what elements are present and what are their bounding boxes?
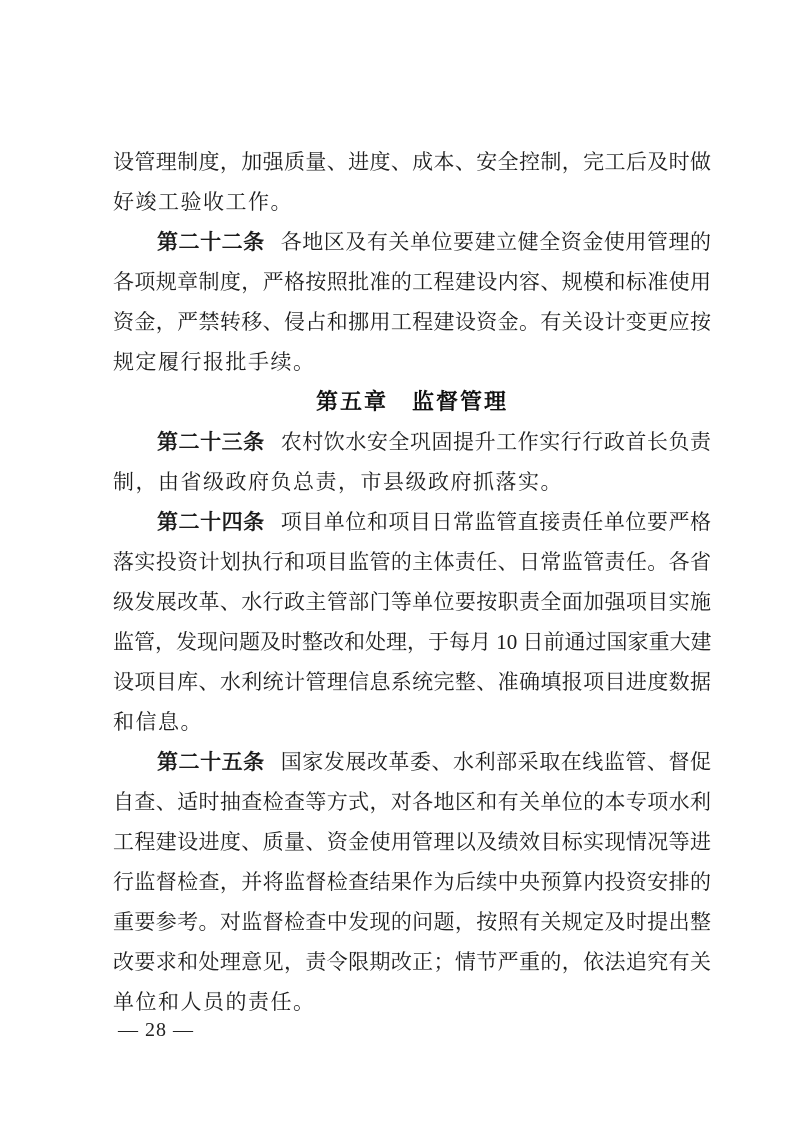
line-text: 制，由省级政府负总责，市县级政府抓落实。 <box>113 470 563 494</box>
text-line <box>113 822 711 862</box>
article-label: 第二十三条 <box>157 430 265 454</box>
text-line <box>113 142 711 182</box>
line-text: 落实投资计划执行和项目监管的主体责任、日常监管责任。各省 <box>113 550 711 574</box>
line-text: 各项规章制度，严格按照批准的工程建设内容、规模和标准使用 <box>113 270 711 294</box>
line-text: 国家发展改革委、水利部采取在线监管、督促 <box>280 750 711 774</box>
text-line <box>113 942 711 982</box>
line-text: 行监督检查，并将监督检查结果作为后续中央预算内投资安排的 <box>113 870 711 894</box>
text-line <box>113 182 711 222</box>
text-line <box>113 502 711 542</box>
line-text: 设项目库、水利统计管理信息系统完整、准确填报项目进度数据 <box>113 670 711 694</box>
document-text-block <box>113 142 711 1022</box>
text-line <box>113 622 711 662</box>
line-text: 改要求和处理意见，责令限期改正；情节严重的，依法追究有关 <box>113 950 711 974</box>
text-line <box>113 582 711 622</box>
article-label: 第二十四条 <box>157 510 265 534</box>
article-label: 第二十五条 <box>157 750 265 774</box>
line-text: 规定履行报批手续。 <box>113 350 316 374</box>
line-text: 级发展改革、水行政主管部门等单位要按职责全面加强项目实施 <box>113 590 711 614</box>
line-text: 资金，严禁转移、侵占和挪用工程建设资金。有关设计变更应按 <box>113 310 711 334</box>
text-line <box>113 862 711 902</box>
article-label: 第二十二条 <box>157 230 265 254</box>
line-text: 设管理制度，加强质量、进度、成本、安全控制，完工后及时做 <box>113 150 711 174</box>
text-line <box>113 302 711 342</box>
line-text: 重要参考。对监督检查中发现的问题，按照有关规定及时提出整 <box>113 910 711 934</box>
chapter-heading: 第五章 监督管理 <box>315 389 508 414</box>
line-text: 和信息。 <box>113 710 203 734</box>
text-line <box>113 462 711 502</box>
line-text: 项目单位和项目日常监管直接责任单位要严格 <box>280 510 711 534</box>
line-text: 农村饮水安全巩固提升工作实行行政首长负责 <box>280 430 711 454</box>
text-line <box>113 222 711 262</box>
text-line <box>113 662 711 702</box>
line-text: 好竣工验收工作。 <box>113 190 293 214</box>
text-line <box>113 902 711 942</box>
line-text: 单位和人员的责任。 <box>113 990 316 1014</box>
line-text: 自查、适时抽查检查等方式，对各地区和有关单位的本专项水利 <box>113 790 711 814</box>
text-line <box>113 982 711 1022</box>
line-text: 监管，发现问题及时整改和处理，于每月 10 日前通过国家重大建 <box>113 630 711 654</box>
text-line <box>113 342 711 382</box>
text-line <box>113 542 711 582</box>
text-line <box>113 422 711 462</box>
text-line <box>113 262 711 302</box>
text-line <box>113 782 711 822</box>
line-text: 各地区及有关单位要建立健全资金使用管理的 <box>280 230 711 254</box>
page-number: — 28 — <box>118 1019 194 1041</box>
line-text: 工程建设进度、质量、资金使用管理以及绩效目标实现情况等进 <box>113 830 711 854</box>
text-line <box>113 742 711 782</box>
text-line <box>113 702 711 742</box>
